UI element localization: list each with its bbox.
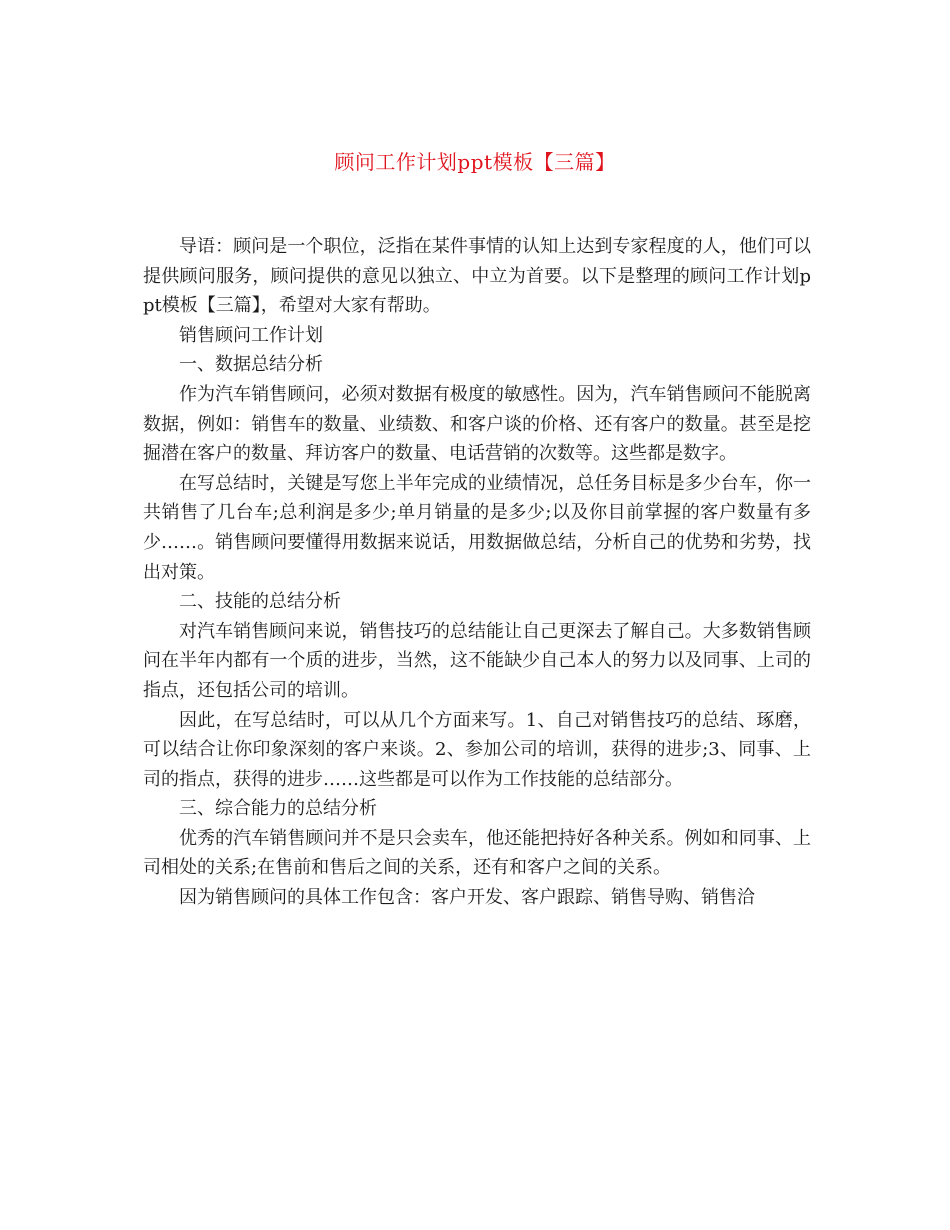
paragraph: 优秀的汽车销售顾问并不是只会卖车，他还能把持好各种关系。例如和同事、上司相处的关系;在售前和售后之间的关系，还有和客户之间的关系。 [143, 827, 811, 879]
document-body [143, 232, 811, 913]
paragraph: 因为销售顾问的具体工作包含：客户开发、客户跟踪、销售导购、销售洽 [179, 887, 755, 909]
subsection-heading: 一、数据总结分析 [179, 354, 323, 376]
subsection-heading: 二、技能的总结分析 [179, 591, 341, 613]
document-title: 顾问工作计划ppt模板【三篇】 [334, 150, 616, 174]
paragraph: 对汽车销售顾问来说，销售技巧的总结能让自己更深去了解自己。大多数销售顾问在半年内都有一个质的进步，当然，这不能缺少自己本人的努力以及同事、上司的指点，还包括公司的培训。 [143, 620, 811, 701]
subsection-heading: 三、综合能力的总结分析 [179, 798, 377, 820]
paragraph-intro: 导语：顾问是一个职位，泛指在某件事情的认知上达到专家程度的人，他们可以提供顾问服务，顾问提供的意见以独立、中立为首要。以下是整理的顾问工作计划ppt模板【三篇】，希望对大家有帮助。 [143, 236, 811, 317]
paragraph: 因此，在写总结时，可以从几个方面来写。1、自己对销售技巧的总结、琢磨，可以结合让你印象深刻的客户来谈。2、参加公司的培训，获得的进步;3、同事、上司的指点，获得的进步……这些都是可以作为工作技能的总结部分。 [143, 709, 811, 790]
paragraph: 在写总结时，关键是写您上半年完成的业绩情况，总任务目标是多少台车，你一共销售了几台车;总利润是多少;单月销量的是多少;以及你目前掌握的客户数量有多少……。销售顾问要懂得用数据来说话，用数据做总结，分析自己的优势和劣势，找出对策。 [143, 472, 811, 583]
paragraph: 作为汽车销售顾问，必须对数据有极度的敏感性。因为，汽车销售顾问不能脱离数据，例如：销售车的数量、业绩数、和客户谈的价格、还有客户的数量。甚至是挖掘潜在客户的数量、拜访客户的数量、电话营销的次数等。这些都是数字。 [143, 383, 811, 465]
section-heading: 销售顾问工作计划 [179, 324, 323, 346]
